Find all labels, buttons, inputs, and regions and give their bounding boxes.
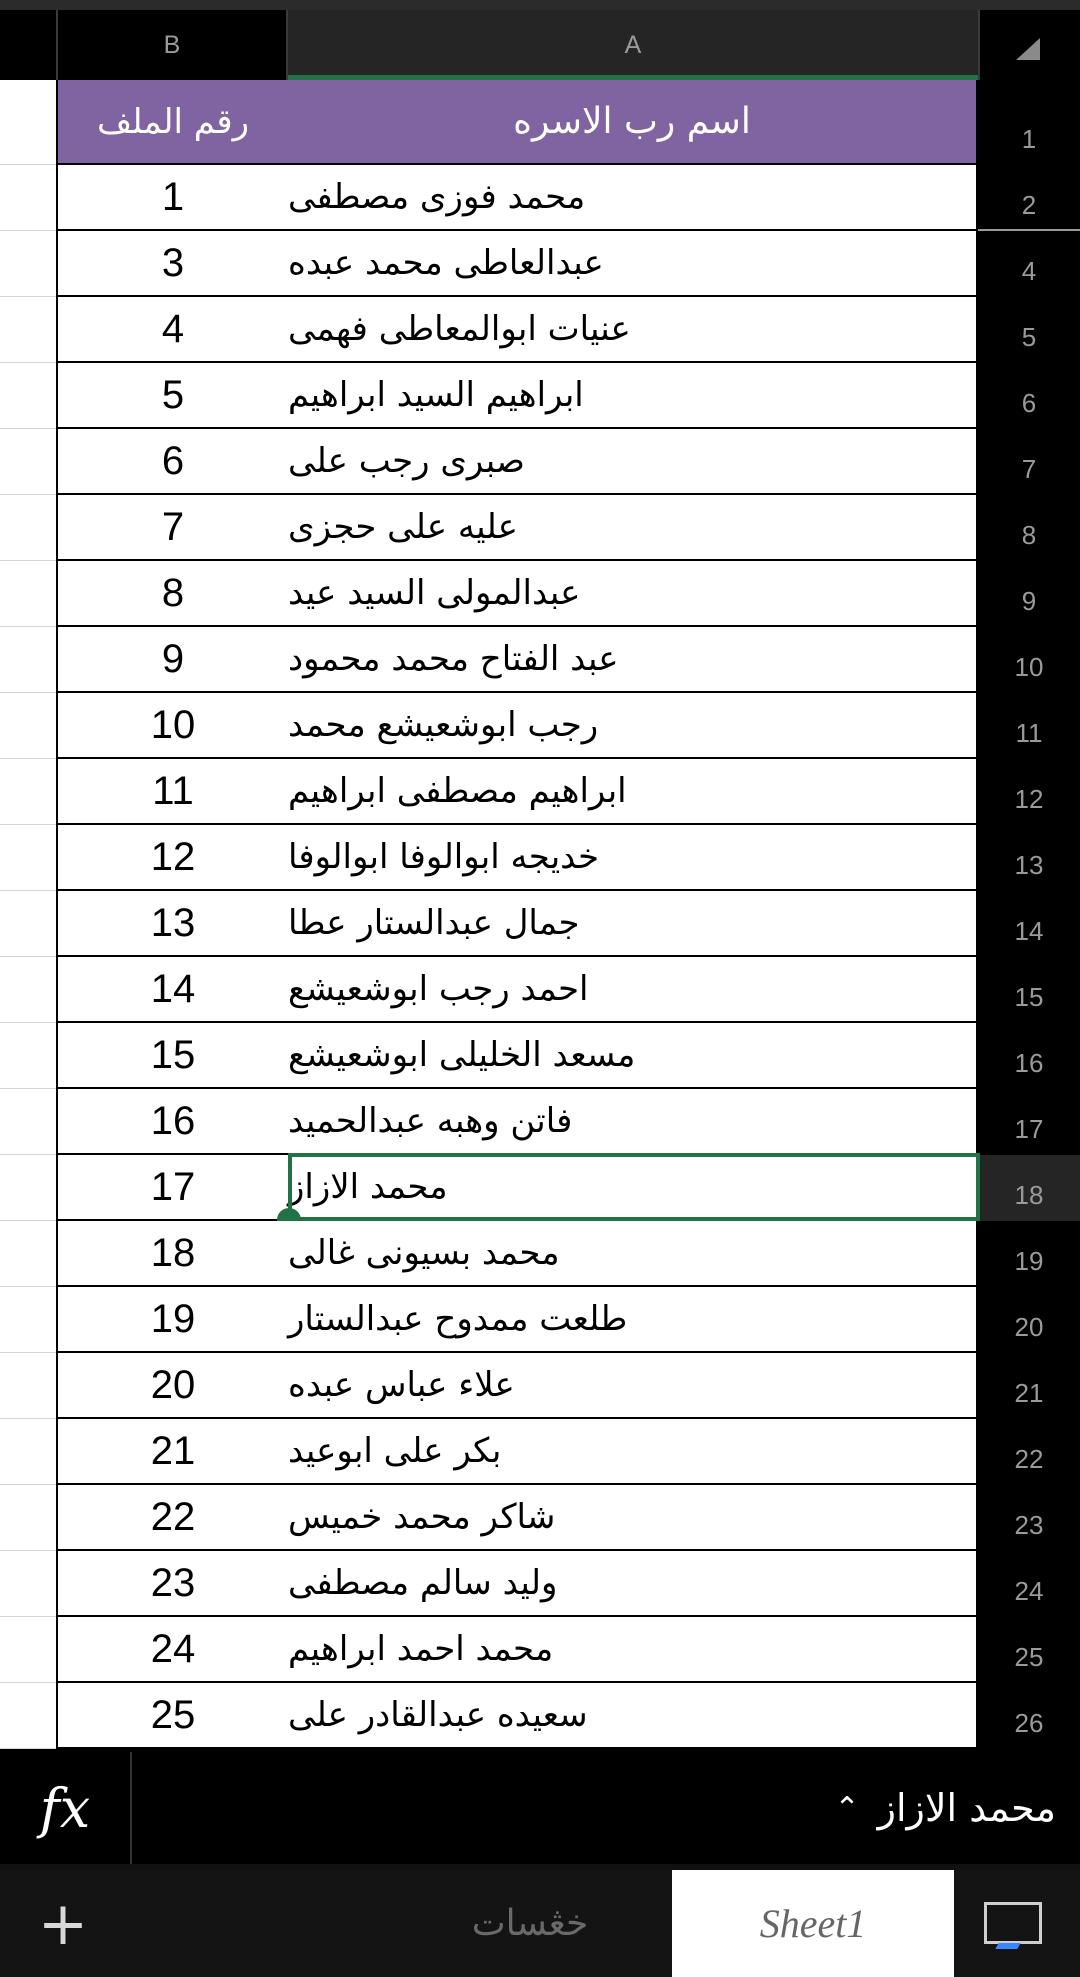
row-number[interactable]: 14	[978, 891, 1080, 957]
family-head-name-cell[interactable]: وليد سالم مصطفى	[288, 1551, 978, 1617]
column-c-cell[interactable]	[0, 1221, 56, 1287]
table-row	[0, 1683, 1080, 1749]
spreadsheet-grid[interactable]	[0, 80, 1080, 1752]
file-number-cell[interactable]: 9	[56, 627, 290, 693]
column-c-cell[interactable]	[0, 231, 56, 297]
table-row	[0, 693, 1080, 759]
row-number[interactable]: 7	[978, 429, 1080, 495]
row-number[interactable]: 2	[978, 165, 1080, 231]
table-row	[0, 1617, 1080, 1683]
column-c-cell[interactable]	[0, 1089, 56, 1155]
row-number[interactable]: 26	[978, 1683, 1080, 1749]
table-row	[0, 165, 1080, 231]
row-number[interactable]: 9	[978, 561, 1080, 627]
row-number[interactable]: 20	[978, 1287, 1080, 1353]
row-number[interactable]: 23	[978, 1485, 1080, 1551]
table-row	[0, 297, 1080, 363]
file-number-cell[interactable]: 23	[56, 1551, 290, 1617]
fx-icon[interactable]: fx	[0, 1752, 132, 1864]
select-all-corner[interactable]	[978, 10, 1080, 80]
file-number-cell[interactable]: 10	[56, 693, 290, 759]
column-c-cell[interactable]	[0, 429, 56, 495]
column-c-cell[interactable]	[0, 627, 56, 693]
row-number[interactable]: 19	[978, 1221, 1080, 1287]
row-number[interactable]: 8	[978, 495, 1080, 561]
row-number[interactable]: 12	[978, 759, 1080, 825]
family-head-name-cell[interactable]: عليه على حجزى	[288, 495, 978, 561]
row-number[interactable]: 16	[978, 1023, 1080, 1089]
column-c-cell[interactable]	[0, 1155, 56, 1221]
table-row	[0, 1353, 1080, 1419]
file-number-cell[interactable]: 6	[56, 429, 290, 495]
column-c-cell[interactable]	[0, 561, 56, 627]
column-c-cell[interactable]	[0, 825, 56, 891]
table-row	[0, 1419, 1080, 1485]
table-row	[0, 561, 1080, 627]
file-number-cell[interactable]: 24	[56, 1617, 290, 1683]
column-c-cell[interactable]	[0, 1617, 56, 1683]
row-number[interactable]: 4	[978, 231, 1080, 297]
row-number[interactable]: 17	[978, 1089, 1080, 1155]
table-row	[0, 957, 1080, 1023]
column-c-cell[interactable]	[0, 1683, 56, 1749]
table-row	[0, 1485, 1080, 1551]
table-row	[0, 1023, 1080, 1089]
file-number-cell[interactable]: 18	[56, 1221, 290, 1287]
sheet-tab-bar	[0, 1870, 1080, 1977]
file-number-cell[interactable]: 1	[56, 165, 290, 231]
table-row	[0, 429, 1080, 495]
row-number[interactable]: 21	[978, 1353, 1080, 1419]
column-c-cell[interactable]	[0, 165, 56, 231]
family-head-name-cell[interactable]: احمد رجب ابوشعيشع	[288, 957, 978, 1023]
family-head-name-cell[interactable]: خديجه ابوالوفا ابوالوفا	[288, 825, 978, 891]
file-number-cell[interactable]: 25	[56, 1683, 290, 1749]
row-number[interactable]: 22	[978, 1419, 1080, 1485]
header-cell-file-number[interactable]: رقم الملف	[56, 80, 290, 165]
file-number-cell[interactable]: 19	[56, 1287, 290, 1353]
display-icon[interactable]	[984, 1902, 1042, 1944]
table-row	[0, 891, 1080, 957]
row-number[interactable]: 1	[978, 80, 1080, 165]
file-number-cell[interactable]: 17	[56, 1155, 290, 1221]
row-number[interactable]: 25	[978, 1617, 1080, 1683]
row-number[interactable]: 15	[978, 957, 1080, 1023]
column-c-cell[interactable]	[0, 1287, 56, 1353]
file-number-cell[interactable]: 5	[56, 363, 290, 429]
family-head-name-cell[interactable]: سعيده عبدالقادر على	[288, 1683, 978, 1749]
column-c-cell[interactable]	[0, 363, 56, 429]
family-head-name-cell[interactable]: فاتن وهبه عبدالحميد	[288, 1089, 978, 1155]
row-number[interactable]: 10	[978, 627, 1080, 693]
table-row	[0, 627, 1080, 693]
family-head-name-cell[interactable]: محمد الازاز	[288, 1155, 978, 1221]
file-number-cell[interactable]: 3	[56, 231, 290, 297]
chevron-up-icon[interactable]: ⌃	[834, 1790, 860, 1826]
family-head-name-cell[interactable]: جمال عبدالستار عطا	[288, 891, 978, 957]
formula-value[interactable]: محمد الازاز	[877, 1786, 1056, 1830]
file-number-cell[interactable]: 15	[56, 1023, 290, 1089]
file-number-cell[interactable]: 13	[56, 891, 290, 957]
family-head-name-cell[interactable]: عبدالعاطى محمد عبده	[288, 231, 978, 297]
family-head-name-cell[interactable]: علاء عباس عبده	[288, 1353, 978, 1419]
table-row	[0, 1221, 1080, 1287]
family-head-name-cell[interactable]: ابراهيم السيد ابراهيم	[288, 363, 978, 429]
table-row	[0, 231, 1080, 297]
column-c-cell[interactable]	[0, 957, 56, 1023]
column-c-cell[interactable]	[0, 495, 56, 561]
table-row	[0, 1551, 1080, 1617]
column-c-cell[interactable]	[0, 759, 56, 825]
column-c-cell[interactable]	[0, 1023, 56, 1089]
table-row	[0, 1155, 1080, 1221]
family-head-name-cell[interactable]: محمد فوزى مصطفى	[288, 165, 978, 231]
table-row	[0, 1287, 1080, 1353]
column-c-cell[interactable]	[0, 891, 56, 957]
family-head-name-cell[interactable]: شاكر محمد خميس	[288, 1485, 978, 1551]
header-cell-family-head[interactable]: اسم رب الاسره	[288, 80, 978, 165]
file-number-cell[interactable]: 8	[56, 561, 290, 627]
column-c-cell[interactable]	[0, 1485, 56, 1551]
family-head-name-cell[interactable]: ابراهيم مصطفى ابراهيم	[288, 759, 978, 825]
file-number-cell[interactable]: 14	[56, 957, 290, 1023]
column-c-cell[interactable]	[0, 1353, 56, 1419]
column-c-cell[interactable]	[0, 297, 56, 363]
header-row	[0, 80, 1080, 165]
family-head-name-cell[interactable]: بكر على ابوعيد	[288, 1419, 978, 1485]
family-head-name-cell[interactable]: محمد بسيونى غالى	[288, 1221, 978, 1287]
select-all-icon	[1016, 38, 1040, 60]
row-number[interactable]: 11	[978, 693, 1080, 759]
column-header-a[interactable]: A	[288, 10, 978, 80]
row-number[interactable]: 5	[978, 297, 1080, 363]
family-head-name-cell[interactable]: طلعت ممدوح عبدالستار	[288, 1287, 978, 1353]
column-c-cell[interactable]	[0, 1419, 56, 1485]
file-number-cell[interactable]: 21	[56, 1419, 290, 1485]
formula-bar	[0, 1752, 1080, 1864]
row-number[interactable]: 24	[978, 1551, 1080, 1617]
family-head-name-cell[interactable]: محمد احمد ابراهيم	[288, 1617, 978, 1683]
file-number-cell[interactable]: 12	[56, 825, 290, 891]
formula-content[interactable]	[830, 1752, 1056, 1864]
table-row	[0, 759, 1080, 825]
file-number-cell[interactable]: 4	[56, 297, 290, 363]
tab-other-sheet[interactable]: خڠسات	[471, 1903, 589, 1944]
column-header-b[interactable]: B	[56, 10, 288, 80]
row-number[interactable]: 18	[978, 1155, 1080, 1221]
top-status-strip	[0, 0, 1080, 10]
family-head-name-cell[interactable]: عبدالمولى السيد عيد	[288, 561, 978, 627]
tab-sheet1[interactable]: Sheet1	[672, 1870, 954, 1977]
column-c-cell[interactable]	[0, 1551, 56, 1617]
table-row	[0, 1089, 1080, 1155]
family-head-name-cell[interactable]: مسعد الخليلى ابوشعيشع	[288, 1023, 978, 1089]
file-number-cell[interactable]: 22	[56, 1485, 290, 1551]
row-number[interactable]: 6	[978, 363, 1080, 429]
family-head-name-cell[interactable]: رجب ابوشعيشع محمد	[288, 693, 978, 759]
table-row	[0, 495, 1080, 561]
family-head-name-cell[interactable]: صبرى رجب على	[288, 429, 978, 495]
column-header-row	[0, 10, 1080, 80]
family-head-name-cell[interactable]: عنيات ابوالمعاطى فهمى	[288, 297, 978, 363]
family-head-name-cell[interactable]: عبد الفتاح محمد محمود	[288, 627, 978, 693]
table-row	[0, 363, 1080, 429]
row-number[interactable]: 13	[978, 825, 1080, 891]
add-sheet-button[interactable]: +	[37, 1888, 89, 1959]
column-c-cell[interactable]	[0, 693, 56, 759]
file-number-cell[interactable]: 20	[56, 1353, 290, 1419]
file-number-cell[interactable]: 16	[56, 1089, 290, 1155]
column-c-cell[interactable]	[0, 80, 56, 165]
table-row	[0, 825, 1080, 891]
file-number-cell[interactable]: 7	[56, 495, 290, 561]
file-number-cell[interactable]: 11	[56, 759, 290, 825]
